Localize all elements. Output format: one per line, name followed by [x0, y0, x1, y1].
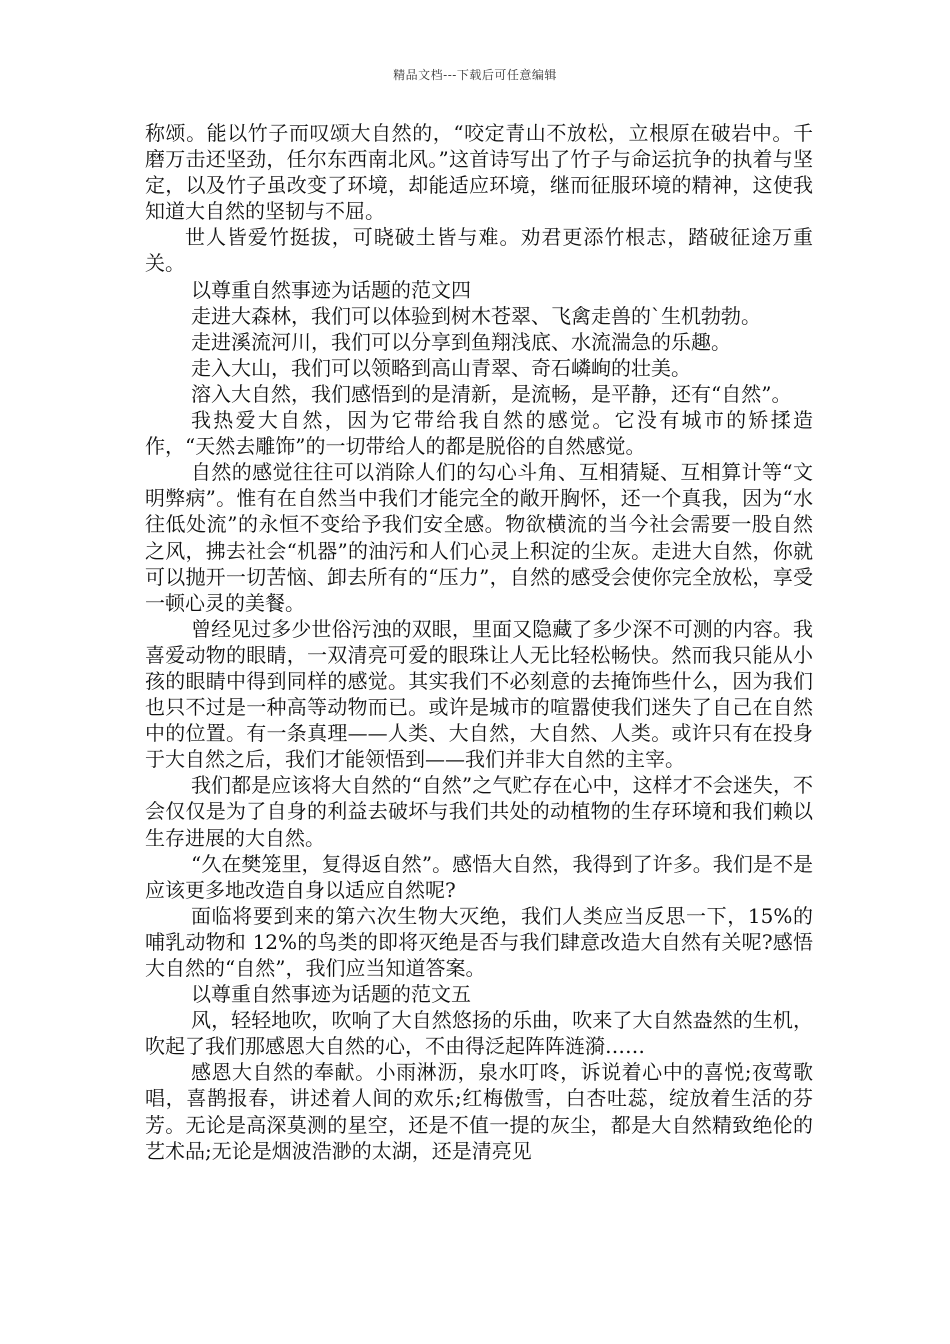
- paragraph: 我热爱大自然，因为它带给我自然的感觉。它没有城市的矫揉造作，“天然去雕饰”的一切带给人的都是脱俗的自然感觉。: [145, 408, 813, 459]
- page-header: 精品文档---下载后可任意编辑: [393, 68, 557, 82]
- paragraph: 面临将要到来的第六次生物大灭绝，我们人类应当反思一下，15%的哺乳动物和 12%的鸟类的即将灭绝是否与我们肆意改造大自然有关呢?感悟大自然的“自然”，我们应当知道答案。: [145, 903, 813, 980]
- paragraph: 感恩大自然的奉献。小雨淋沥，泉水叮咚，诉说着心中的喜悦;夜莺歌唱，喜鹊报春，讲述着人间的欢乐;红梅傲雪，白杏吐蕊，绽放着生活的芬芳。无论是高深莫测的星空，还是不值一提的灰尘，都是大自然精致绝伦的艺术品;无论是烟波浩渺的太湖，还是清亮见: [145, 1060, 813, 1163]
- paragraph: 自然的感觉往往可以消除人们的勾心斗角、互相猜疑、互相算计等“文明弊病”。惟有在自然当中我们才能完全的敞开胸怀，还一个真我，因为“水往低处流”的永恒不变给予我们安全感。物欲横流的当今社会需要一股自然之风，拂去社会“机器”的油污和人们心灵上积淀的尘灰。走进大自然，你就可以抛开一切苦恼、卸去所有的“压力”，自然的感受会使你完全放松，享受一顿心灵的美餐。: [145, 460, 813, 615]
- paragraph: 曾经见过多少世俗污浊的双眼，里面又隐藏了多少深不可测的内容。我喜爱动物的眼睛，一双清亮可爱的眼珠让人无比轻松畅快。然而我只能从小孩的眼睛中得到同样的感觉。其实我们不必刻意的去掩饰些什么，因为我们也只不过是一种高等动物而已。或许是城市的喧嚣使我们迷失了自己在自然中的位置。有一条真理——人类、大自然，大自然、人类。或许只有在投身于大自然之后，我们才能领悟到——我们并非大自然的主宰。: [145, 616, 813, 772]
- paragraph: 我们都是应该将大自然的“自然”之气贮存在心中，这样才不会迷失，不会仅仅是为了自身的利益去破坏与我们共处的动植物的生存环境和我们赖以生存进展的大自然。: [145, 773, 813, 850]
- paragraph: 走进溪流河川，我们可以分享到鱼翔浅底、水流湍急的乐趣。: [191, 329, 731, 354]
- paragraph: 溶入大自然，我们感悟到的是清新，是流畅，是平静，还有“自然”。: [191, 381, 792, 406]
- paragraph-continuation: 称颂。能以竹子而叹颂大自然的，“咬定青山不放松，立根原在破岩中。千磨万击还坚劲，任尔东西南北风。”这首诗写出了竹子与命运抗争的执着与坚定，以及竹子虽改变了环境，却能适应环境，继而征服环境的精神，这使我知道大自然的坚韧与不屈。: [145, 121, 813, 224]
- paragraph: 世人皆爱竹挺拔，可晓破土皆与难。劝君更添竹根志，踏破征途万重关。: [145, 225, 813, 276]
- paragraph: 走进大森林，我们可以体验到树木苍翠、飞禽走兽的`生机勃勃。: [191, 303, 761, 328]
- section-heading: 以尊重自然事迹为话题的范文四: [191, 277, 471, 302]
- paragraph: “久在樊笼里，复得返自然”。感悟大自然，我得到了许多。我们是不是应该更多地改造自身以适应自然呢?: [145, 851, 813, 902]
- section-heading: 以尊重自然事迹为话题的范文五: [191, 982, 471, 1007]
- paragraph: 风，轻轻地吹，吹响了大自然悠扬的乐曲，吹来了大自然盎然的生机，吹起了我们那感恩大自然的心，不由得泛起阵阵涟漪……: [145, 1008, 813, 1059]
- paragraph: 走入大山，我们可以领略到高山青翠、奇石嶙峋的壮美。: [191, 355, 691, 380]
- document-body: [145, 120, 813, 1164]
